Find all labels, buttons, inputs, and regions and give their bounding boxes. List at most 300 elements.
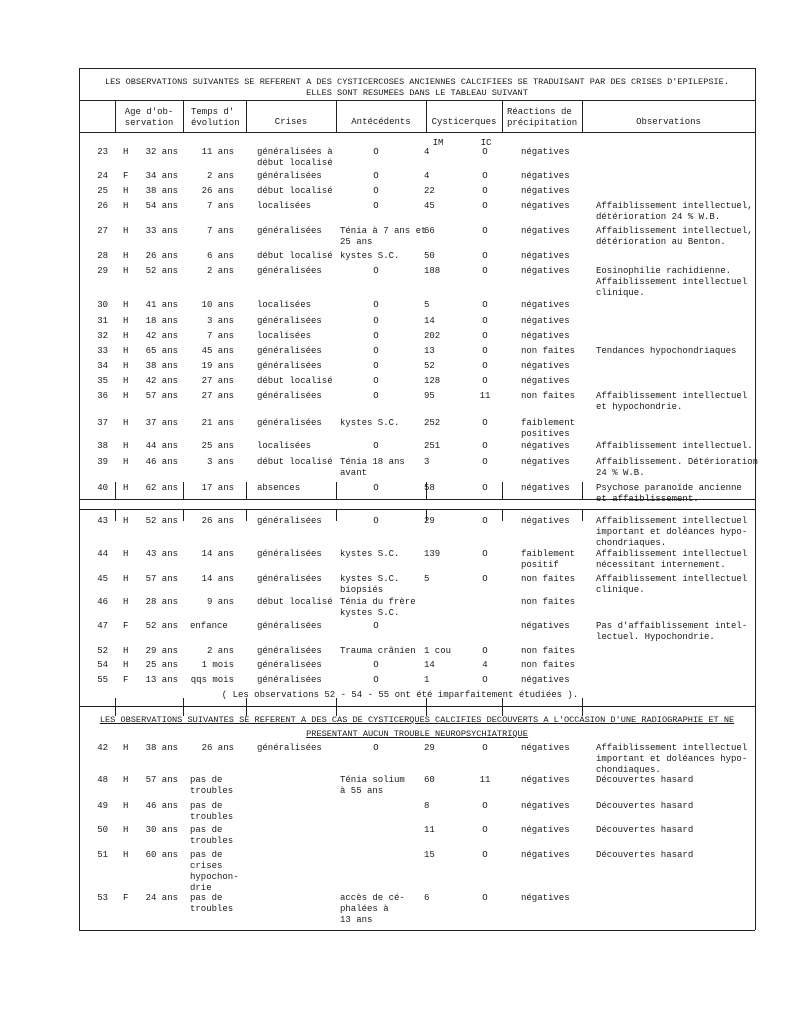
cell-sex: H xyxy=(123,147,129,157)
cell-age: 46 ans xyxy=(145,801,178,811)
cell-no: 25 xyxy=(97,186,108,196)
cell-temps: pas de troubles xyxy=(190,893,234,914)
cell-sex: F xyxy=(123,675,129,685)
cell-im: 5 xyxy=(424,574,430,584)
cell-ic: O xyxy=(482,346,488,356)
cell-im: 14 xyxy=(424,660,435,670)
cell-age: 37 ans xyxy=(145,418,178,428)
cell-crises: localisées xyxy=(257,201,312,211)
cell-im: 128 xyxy=(424,376,441,386)
cell-reac: négatives xyxy=(521,300,570,310)
column-tick xyxy=(336,509,337,521)
cell-no: 51 xyxy=(97,850,108,860)
cell-ant: O xyxy=(373,675,379,685)
cell-crises: début localisé xyxy=(257,457,333,467)
cell-temps: 19 ans xyxy=(201,361,234,371)
cell-im: 66 xyxy=(424,226,435,236)
cell-sex: H xyxy=(123,457,129,467)
cell-temps: 3 ans xyxy=(206,316,234,326)
cell-age: 26 ans xyxy=(145,251,178,261)
cell-sex: H xyxy=(123,186,129,196)
cell-reac: non faites xyxy=(521,660,576,670)
cell-im: 29 xyxy=(424,516,435,526)
cell-no: 29 xyxy=(97,266,108,276)
cell-sex: H xyxy=(123,418,129,428)
cell-ant: O xyxy=(373,441,379,451)
cell-reac: négatives xyxy=(521,251,570,261)
cell-sex: H xyxy=(123,483,129,493)
cell-temps: enfance xyxy=(190,621,228,631)
cell-temps: 7 ans xyxy=(206,331,234,341)
cell-no: 44 xyxy=(97,549,108,559)
cell-ant: O xyxy=(373,266,379,276)
cell-temps: pas de troubles xyxy=(190,775,234,796)
cell-age: 62 ans xyxy=(145,483,178,493)
cell-age: 38 ans xyxy=(145,743,178,753)
cell-ant: kystes S.C. biopsiés xyxy=(340,574,400,595)
section1-title-line1: LES OBSERVATIONS SUIVANTES SE REFERENT A DES CYSTICERCOSES ANCIENNES CALCIFIEES SE TRADUISANT PAR DES CRISES D'EPILEPSIE. xyxy=(104,77,729,87)
cell-ic: O xyxy=(482,574,488,584)
cell-temps: 14 ans xyxy=(201,549,234,559)
cell-reac: négatives xyxy=(521,226,570,236)
cell-sex: H xyxy=(123,266,129,276)
cell-im: 60 xyxy=(424,775,435,785)
col-divider-age xyxy=(183,100,184,132)
cell-age: 32 ans xyxy=(145,147,178,157)
cell-reac: négatives xyxy=(521,801,570,811)
cell-sex: H xyxy=(123,574,129,584)
cell-no: 39 xyxy=(97,457,108,467)
cell-temps: 2 ans xyxy=(206,171,234,181)
cell-sex: H xyxy=(123,376,129,386)
cell-ic: O xyxy=(482,743,488,753)
cell-age: 54 ans xyxy=(145,201,178,211)
cell-ic: 4 xyxy=(482,660,488,670)
cell-reac: faiblement positives xyxy=(521,418,576,439)
cell-sex: H xyxy=(123,549,129,559)
column-tick xyxy=(246,509,247,521)
cell-temps: pas de troubles xyxy=(190,825,234,846)
cell-reac: non faites xyxy=(521,597,576,607)
cell-obs: Affaiblissement intellectuel et hypochondrie. xyxy=(596,391,748,412)
cell-reac: négatives xyxy=(521,457,570,467)
cell-sex: F xyxy=(123,893,129,903)
cell-sex: H xyxy=(123,300,129,310)
cell-temps: 10 ans xyxy=(201,300,234,310)
column-tick xyxy=(183,509,184,521)
cell-crises: généralisées xyxy=(257,646,322,656)
cell-temps: pas de troubles xyxy=(190,801,234,822)
cell-reac: négatives xyxy=(521,361,570,371)
cell-no: 53 xyxy=(97,893,108,903)
cell-no: 49 xyxy=(97,801,108,811)
cell-obs: Affaiblissement intellectuel nécessitant internement. xyxy=(596,549,748,570)
cell-crises: début localisé xyxy=(257,186,333,196)
cell-age: 13 ans xyxy=(145,675,178,685)
cell-crises: généralisées xyxy=(257,266,322,276)
cell-ic: O xyxy=(482,675,488,685)
cell-age: 28 ans xyxy=(145,597,178,607)
cell-crises: généralisées xyxy=(257,418,322,428)
header-antecedents: Antécédents xyxy=(351,117,411,127)
section2-title-line2: PRESENTANT AUCUN TROUBLE NEUROPSYCHIATRIQUE xyxy=(306,729,528,739)
cell-ic: O xyxy=(482,850,488,860)
frame-bottom-line xyxy=(79,930,755,931)
cell-temps: 7 ans xyxy=(206,226,234,236)
cell-crises: généralisées xyxy=(257,574,322,584)
cell-im: 6 xyxy=(424,893,430,903)
cell-reac: négatives xyxy=(521,441,570,451)
cell-no: 45 xyxy=(97,574,108,584)
column-tick xyxy=(183,706,184,716)
cell-no: 48 xyxy=(97,775,108,785)
cell-obs: Affaiblissement intellectuel. xyxy=(596,441,753,451)
cell-no: 40 xyxy=(97,483,108,493)
cell-crises: généralisées xyxy=(257,675,322,685)
cell-sex: H xyxy=(123,660,129,670)
cell-reac: négatives xyxy=(521,316,570,326)
cell-ant: O xyxy=(373,171,379,181)
cell-ant: O xyxy=(373,516,379,526)
cell-obs: Pas d'affaiblissement intel- lectuel. Hypochondrie. xyxy=(596,621,748,642)
cell-no: 43 xyxy=(97,516,108,526)
cell-crises: début localisé xyxy=(257,597,333,607)
column-tick xyxy=(336,482,337,500)
column-tick xyxy=(336,706,337,716)
cell-no: 28 xyxy=(97,251,108,261)
cell-ic: O xyxy=(482,251,488,261)
cell-age: 44 ans xyxy=(145,441,178,451)
cell-obs: Tendances hypochondriaques xyxy=(596,346,737,356)
cell-ant: kystes S.C. xyxy=(340,418,400,428)
cell-crises: généralisées xyxy=(257,516,322,526)
cell-reac: négatives xyxy=(521,483,570,493)
cell-age: 52 ans xyxy=(145,266,178,276)
cell-ic: O xyxy=(482,361,488,371)
cell-ant: accès de cé- phalées à 13 ans xyxy=(340,893,405,925)
cell-crises: localisées xyxy=(257,331,312,341)
cell-ic: O xyxy=(482,300,488,310)
cell-reac: négatives xyxy=(521,621,570,631)
header-age: Age d'ob- servation xyxy=(124,107,174,128)
cell-obs: Découvertes hasard xyxy=(596,850,694,860)
cell-ic: O xyxy=(482,483,488,493)
cell-reac: non faites xyxy=(521,346,576,356)
cell-sex: H xyxy=(123,346,129,356)
cell-no: 54 xyxy=(97,660,108,670)
cell-crises: début localisé xyxy=(257,251,333,261)
cell-sex: H xyxy=(123,825,129,835)
cell-ic: O xyxy=(482,893,488,903)
title-bottom-line xyxy=(79,100,755,101)
cell-temps: 3 ans xyxy=(206,457,234,467)
cell-im: 4 xyxy=(424,171,430,181)
header-bottom-line xyxy=(79,132,755,133)
cell-crises: généralisées xyxy=(257,549,322,559)
cell-ic: O xyxy=(482,457,488,467)
cell-sex: H xyxy=(123,226,129,236)
cell-reac: non faites xyxy=(521,391,576,401)
cell-ant: O xyxy=(373,346,379,356)
cell-im: 14 xyxy=(424,316,435,326)
cell-reac: négatives xyxy=(521,775,570,785)
cell-im: 13 xyxy=(424,346,435,356)
column-tick xyxy=(426,482,427,500)
cell-reac: négatives xyxy=(521,893,570,903)
cell-reac: négatives xyxy=(521,743,570,753)
cell-temps: 26 ans xyxy=(201,516,234,526)
cell-ant: Ténia 18 ans avant xyxy=(340,457,405,478)
cell-ant: kystes S.C. xyxy=(340,549,400,559)
cell-no: 35 xyxy=(97,376,108,386)
cell-age: 60 ans xyxy=(145,850,178,860)
cell-sex: H xyxy=(123,516,129,526)
col-divider-cysticerques xyxy=(502,100,503,132)
column-tick xyxy=(502,509,503,521)
cell-temps: pas de crises hypochon- drie xyxy=(190,850,239,893)
cell-temps: 26 ans xyxy=(201,743,234,753)
cell-no: 50 xyxy=(97,825,108,835)
cell-sex: H xyxy=(123,361,129,371)
cell-ant: O xyxy=(373,361,379,371)
cell-ic: O xyxy=(482,441,488,451)
section2-title-line1: LES OBSERVATIONS SUIVANTES SE REFERENT A DES CAS DE CYSTICERQUES CALCIFIES DECOUVERTS A L'OCCASION D'UNE RADIOGRAPHIE ET NE xyxy=(99,715,735,725)
cell-ic: O xyxy=(482,331,488,341)
column-tick xyxy=(582,509,583,521)
cell-obs: Découvertes hasard xyxy=(596,775,694,785)
cell-ant: O xyxy=(373,331,379,341)
cell-no: 31 xyxy=(97,316,108,326)
cell-sex: H xyxy=(123,331,129,341)
cell-no: 27 xyxy=(97,226,108,236)
cell-temps: 26 ans xyxy=(201,186,234,196)
cell-no: 46 xyxy=(97,597,108,607)
cell-ic: O xyxy=(482,516,488,526)
cell-age: 38 ans xyxy=(145,361,178,371)
cell-reac: non faites xyxy=(521,574,576,584)
cell-ant: O xyxy=(373,147,379,157)
cell-ic: O xyxy=(482,171,488,181)
cell-im: 50 xyxy=(424,251,435,261)
cell-ant: kystes S.C. xyxy=(340,251,400,261)
cell-no: 24 xyxy=(97,171,108,181)
cell-crises: début localisé xyxy=(257,376,333,386)
cell-temps: 9 ans xyxy=(206,597,234,607)
cell-no: 34 xyxy=(97,361,108,371)
cell-temps: 7 ans xyxy=(206,201,234,211)
cell-no: 26 xyxy=(97,201,108,211)
column-tick xyxy=(582,706,583,716)
header-crises: Crises xyxy=(274,117,308,127)
cell-ant: O xyxy=(373,743,379,753)
cell-sex: F xyxy=(123,621,129,631)
cell-ic: O xyxy=(482,226,488,236)
cell-sex: H xyxy=(123,801,129,811)
cell-reac: négatives xyxy=(521,675,570,685)
cell-reac: négatives xyxy=(521,376,570,386)
cell-ic: O xyxy=(482,825,488,835)
cell-temps: 11 ans xyxy=(201,147,234,157)
cell-age: 65 ans xyxy=(145,346,178,356)
cell-crises: généralisées xyxy=(257,743,322,753)
cell-age: 30 ans xyxy=(145,825,178,835)
cell-temps: 2 ans xyxy=(206,266,234,276)
cell-reac: négatives xyxy=(521,201,570,211)
cell-age: 34 ans xyxy=(145,171,178,181)
cell-crises: absences xyxy=(257,483,301,493)
cell-obs: Affaiblissement intellectuel important et doléances hypo- chondiaques. xyxy=(596,743,748,775)
cell-temps: 2 ans xyxy=(206,646,234,656)
cell-sex: H xyxy=(123,775,129,785)
cell-im: 3 xyxy=(424,457,430,467)
cell-reac: négatives xyxy=(521,171,570,181)
cell-obs: Découvertes hasard xyxy=(596,825,694,835)
cell-temps: 25 ans xyxy=(201,441,234,451)
cell-im: 52 xyxy=(424,361,435,371)
cell-age: 29 ans xyxy=(145,646,178,656)
cell-crises: généralisées xyxy=(257,621,322,631)
cell-crises: généralisées xyxy=(257,346,322,356)
cell-age: 42 ans xyxy=(145,376,178,386)
cell-no: 52 xyxy=(97,646,108,656)
cell-obs: Affaiblissement intellectuel clinique. xyxy=(596,574,748,595)
cell-age: 57 ans xyxy=(145,574,178,584)
cell-ant: O xyxy=(373,201,379,211)
cell-age: 46 ans xyxy=(145,457,178,467)
cell-ant: Ténia du frère kystes S.C. xyxy=(340,597,416,618)
cell-im: 95 xyxy=(424,391,435,401)
cell-no: 30 xyxy=(97,300,108,310)
cell-temps: 17 ans xyxy=(201,483,234,493)
cell-temps: 6 ans xyxy=(206,251,234,261)
cell-age: 43 ans xyxy=(145,549,178,559)
cell-sex: H xyxy=(123,391,129,401)
cell-ant: Ténia à 7 ans et 25 ans xyxy=(340,226,427,247)
cell-reac: négatives xyxy=(521,186,570,196)
cell-crises: généralisées xyxy=(257,361,322,371)
cell-im: 4 xyxy=(424,147,430,157)
cell-sex: H xyxy=(123,850,129,860)
header-reactions: Réactions de précipitation xyxy=(507,107,578,128)
cell-age: 42 ans xyxy=(145,331,178,341)
column-tick xyxy=(246,706,247,716)
cell-reac: négatives xyxy=(521,825,570,835)
cell-ic: O xyxy=(482,316,488,326)
cell-crises: généralisées à début localisé xyxy=(257,147,333,168)
cell-temps: 45 ans xyxy=(201,346,234,356)
cell-im: 15 xyxy=(424,850,435,860)
cell-reac: négatives xyxy=(521,266,570,276)
cell-age: 57 ans xyxy=(145,391,178,401)
cell-ic: O xyxy=(482,186,488,196)
cell-ant: Ténia solium à 55 ans xyxy=(340,775,405,796)
cell-crises: localisées xyxy=(257,300,312,310)
section2-top-line xyxy=(79,706,755,707)
column-tick xyxy=(115,482,116,500)
page-join-line-bottom xyxy=(79,509,755,510)
cell-age: 52 ans xyxy=(145,516,178,526)
cell-im: 251 xyxy=(424,441,441,451)
cell-crises: généralisées xyxy=(257,391,322,401)
column-tick xyxy=(115,509,116,521)
cell-ant: O xyxy=(373,391,379,401)
cell-ant: O xyxy=(373,621,379,631)
cell-sex: F xyxy=(123,171,129,181)
cell-crises: localisées xyxy=(257,441,312,451)
cell-age: 33 ans xyxy=(145,226,178,236)
cell-crises: généralisées xyxy=(257,171,322,181)
cell-temps: 27 ans xyxy=(201,391,234,401)
cell-ic: O xyxy=(482,266,488,276)
cell-im: 45 xyxy=(424,201,435,211)
header-cysticerques: Cysticerques xyxy=(431,117,497,127)
cell-sex: H xyxy=(123,441,129,451)
cell-sex: H xyxy=(123,597,129,607)
cell-temps: 27 ans xyxy=(201,376,234,386)
cell-reac: non faites xyxy=(521,646,576,656)
cell-obs: Affaiblissement intellectuel important et doléances hypo- chondriaques. xyxy=(596,516,748,548)
cell-age: 25 ans xyxy=(145,660,178,670)
cell-temps: qqs mois xyxy=(190,675,234,685)
header-im: IM xyxy=(432,138,444,148)
cell-obs: Affaiblissement intellectuel, détérioration 24 % W.B. xyxy=(596,201,753,222)
cell-reac: négatives xyxy=(521,147,570,157)
cell-reac: négatives xyxy=(521,516,570,526)
cell-sex: H xyxy=(123,251,129,261)
column-tick xyxy=(115,706,116,716)
cell-ant: O xyxy=(373,376,379,386)
cell-im: 58 xyxy=(424,483,435,493)
cell-ant: O xyxy=(373,660,379,670)
cell-sex: H xyxy=(123,646,129,656)
cell-age: 41 ans xyxy=(145,300,178,310)
cell-obs: Affaiblissement. Détérioration 24 % W.B. xyxy=(596,457,759,478)
cell-ic: O xyxy=(482,646,488,656)
column-tick xyxy=(426,509,427,521)
table-note: ( Les observations 52 - 54 - 55 ont été imparfaitement étudiées ). xyxy=(221,690,579,700)
cell-ic: O xyxy=(482,801,488,811)
cell-ant: O xyxy=(373,186,379,196)
cell-ic: O xyxy=(482,201,488,211)
cell-im: 5 xyxy=(424,300,430,310)
header-observations: Observations xyxy=(636,117,701,127)
cell-im: 1 xyxy=(424,675,430,685)
cell-no: 23 xyxy=(97,147,108,157)
cell-crises: généralisées xyxy=(257,316,322,326)
cell-ic: 11 xyxy=(479,391,491,401)
cell-ic: 11 xyxy=(479,775,491,785)
cell-im: 139 xyxy=(424,549,441,559)
column-tick xyxy=(582,482,583,500)
cell-ant: O xyxy=(373,300,379,310)
cell-reac: faiblement positif xyxy=(521,549,576,570)
cell-ic: O xyxy=(482,549,488,559)
column-tick xyxy=(502,706,503,716)
cell-obs: Psychose paranoïde ancienne et affaiblissement. xyxy=(596,483,742,504)
cell-temps: 21 ans xyxy=(201,418,234,428)
cell-no: 38 xyxy=(97,441,108,451)
cell-obs: Affaiblissement intellectuel, détérioration au Benton. xyxy=(596,226,753,247)
cell-ant: O xyxy=(373,316,379,326)
cell-reac: négatives xyxy=(521,850,570,860)
section1-title-line2: ELLES SONT RESUMEES DANS LE TABLEAU SUIVANT xyxy=(306,88,528,98)
cell-obs: Découvertes hasard xyxy=(596,801,694,811)
cell-no: 36 xyxy=(97,391,108,401)
cell-ic: O xyxy=(482,418,488,428)
cell-no: 37 xyxy=(97,418,108,428)
cell-ant: Trauma crânien xyxy=(340,646,416,656)
cell-reac: négatives xyxy=(521,331,570,341)
